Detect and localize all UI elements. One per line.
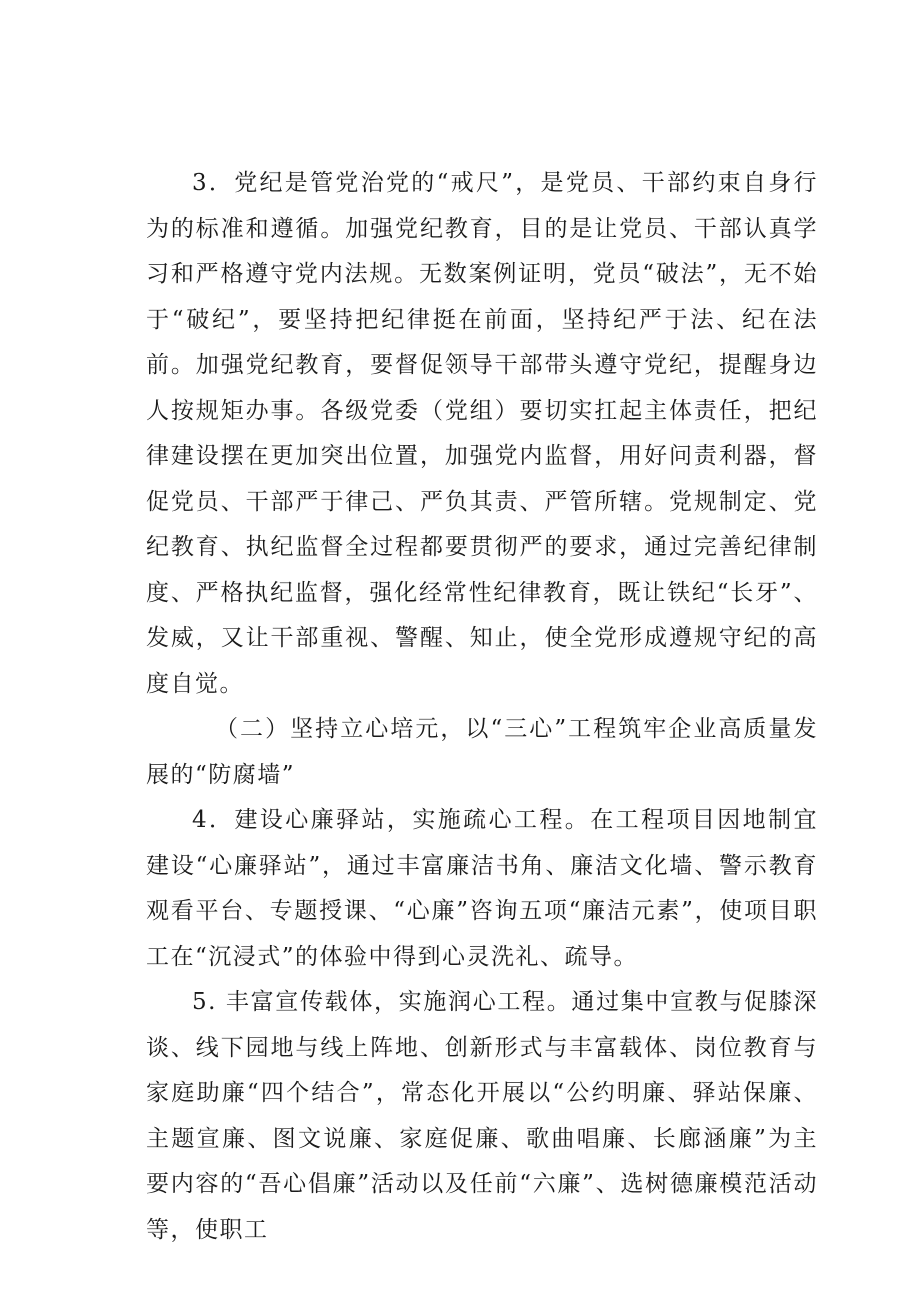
section-heading-2: （二）坚持立心培元，以“三心”工程筑牢企业高质量发展的“防腐墙” [146, 716, 818, 788]
paragraph-5: 5. 丰富宣传载体，实施润心工程。通过集中宣教与促膝深谈、线下园地与线上阵地、创新形式与丰富载体、岗位教育与家庭助廉“四个结合”，常态化开展以“公约明廉、驿站保廉、主题宣廉、图文说廉、家庭促廉、歌曲唱廉、长廊涵廉”为主要内容的“吾心倡廉”活动以及任前“六廉”、选树德廉模范活动等，使职工 [146, 989, 818, 1243]
paragraph-4: 4．建设心廉驿站，实施疏心工程。在工程项目因地制宜建设“心廉驿站”，通过丰富廉洁书角、廉洁文化墙、警示教育观看平台、专题授课、“心廉”咨询五项“廉洁元素”，使项目职工在“沉浸式”的体验中得到心灵洗礼、疏导。 [146, 807, 818, 970]
document-body [146, 161, 818, 1253]
paragraph-3: 3．党纪是管党治党的“戒尺”，是党员、干部约束自身行为的标准和遵循。加强党纪教育，目的是让党员、干部认真学习和严格遵守党内法规。无数案例证明，党员“破法”，无不始于“破纪”，要坚持把纪律挺在前面，坚持纪严于法、纪在法前。加强党纪教育，要督促领导干部带头遵守党纪，提醒身边人按规矩办事。各级党委（党组）要切实扛起主体责任，把纪律建设摆在更加突出位置，加强党内监督，用好问责利器，督促党员、干部严于律己、严负其责、严管所辖。党规制定、党纪教育、执纪监督全过程都要贯彻严的要求，通过完善纪律制度、严格执纪监督，强化经常性纪律教育，既让铁纪“长牙”、发威，又让干部重视、警醒、知止，使全党形成遵规守纪的高度自觉。 [146, 170, 818, 697]
